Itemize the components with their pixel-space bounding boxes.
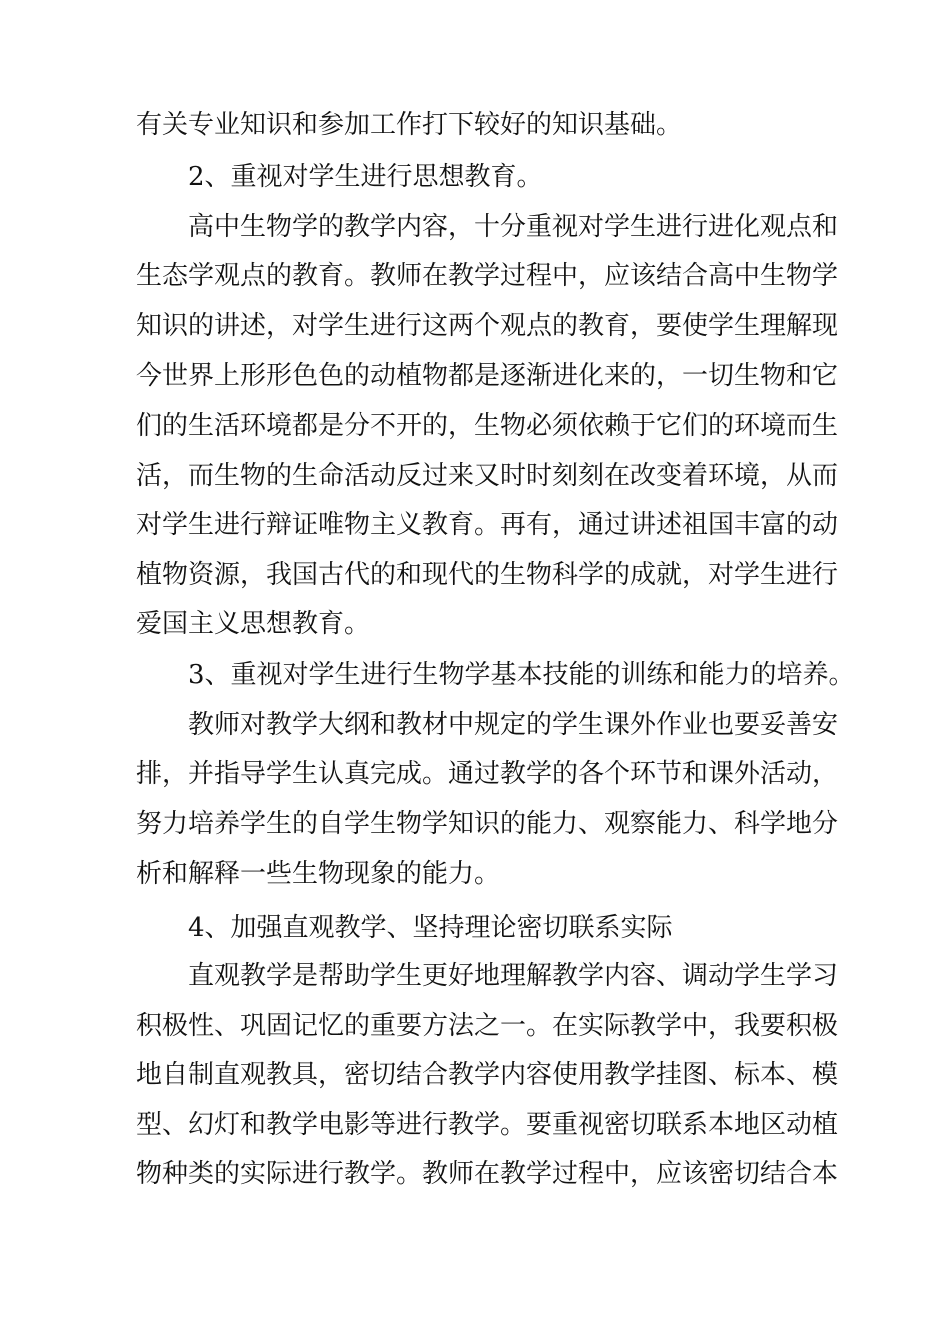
- section-heading-4: 4、加强直观教学、坚持理论密切联系实际: [188, 913, 673, 943]
- text-line: 高中生物学的教学内容，十分重视对学生进行进化观点和: [188, 212, 839, 242]
- text-line: 地自制直观教具，密切结合教学内容使用教学挂图、标本、模: [136, 1060, 839, 1090]
- text-line: 今世界上形形色色的动植物都是逐渐进化来的，一切生物和它: [136, 361, 839, 391]
- text-line: 活，而生物的生命活动反过来又时时刻刻在改变着环境，从而: [136, 461, 839, 491]
- text-line: 教师对教学大纲和教材中规定的学生课外作业也要妥善安: [188, 710, 839, 740]
- text-line: 爱国主义思想教育。: [136, 609, 371, 639]
- section-heading-2: 2、重视对学生进行思想教育。: [188, 162, 543, 192]
- text-line: 知识的讲述，对学生进行这两个观点的教育，要使学生理解现: [136, 311, 839, 341]
- text-line: 积极性、巩固记忆的重要方法之一。在实际教学中，我要积极: [136, 1011, 839, 1041]
- text-line: 析和解释一些生物现象的能力。: [136, 859, 501, 889]
- text-line: 们的生活环境都是分不开的，生物必须依赖于它们的环境而生: [136, 411, 839, 441]
- text-line: 排，并指导学生认真完成。通过教学的各个环节和课外活动，: [136, 759, 839, 789]
- text-line: 有关专业知识和参加工作打下较好的知识基础。: [136, 110, 683, 140]
- text-line: 物种类的实际进行教学。教师在教学过程中，应该密切结合本: [136, 1159, 839, 1189]
- section-heading-3: 3、重视对学生进行生物学基本技能的训练和能力的培养。: [188, 660, 855, 690]
- text-line: 生态学观点的教育。教师在教学过程中，应该结合高中生物学: [136, 261, 839, 291]
- text-line: 植物资源，我国古代的和现代的生物科学的成就，对学生进行: [136, 560, 839, 590]
- text-line: 努力培养学生的自学生物学知识的能力、观察能力、科学地分: [136, 809, 839, 839]
- text-line: 直观教学是帮助学生更好地理解教学内容、调动学生学习: [188, 961, 839, 991]
- text-line: 型、幻灯和教学电影等进行教学。要重视密切联系本地区动植: [136, 1110, 839, 1140]
- text-line: 对学生进行辩证唯物主义教育。再有，通过讲述祖国丰富的动: [136, 510, 839, 540]
